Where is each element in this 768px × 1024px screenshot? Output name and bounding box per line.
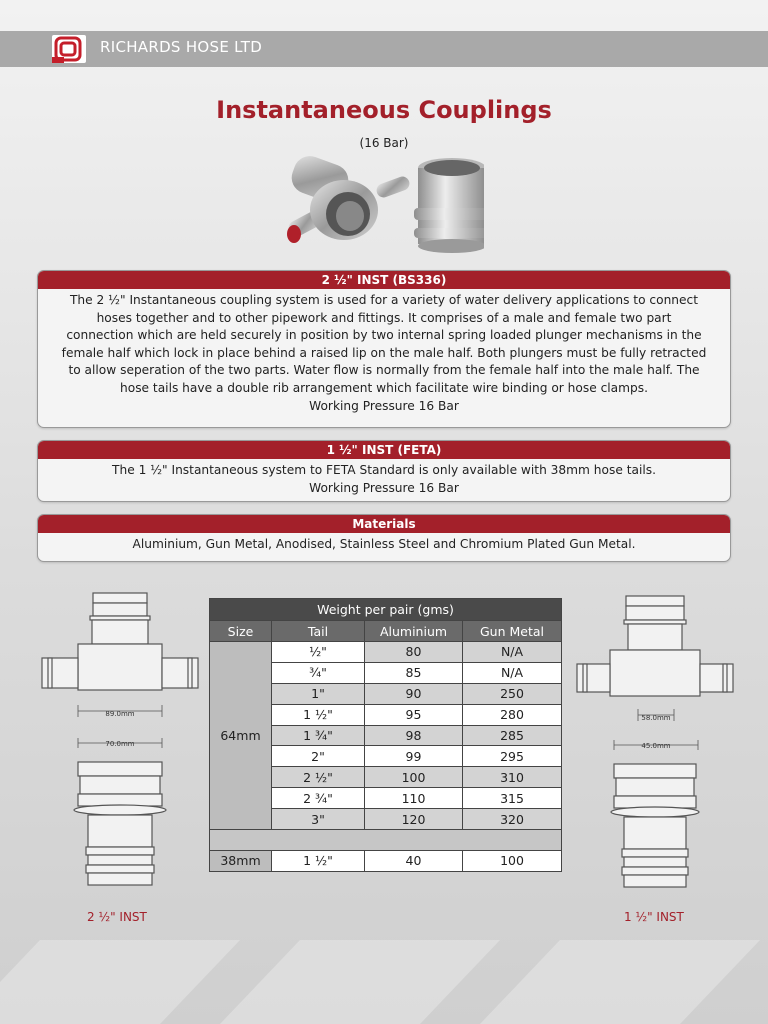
section-body xyxy=(38,533,730,558)
section-title: 2 ½" INST (BS336) xyxy=(38,271,730,289)
page-subtitle: (16 Bar) xyxy=(359,136,409,150)
section-title: 1 ½" INST (FETA) xyxy=(38,441,730,459)
company-logo-icon xyxy=(52,35,86,63)
table-caption: Weight per pair (gms) xyxy=(210,599,562,621)
table-cell: N/A xyxy=(463,662,562,683)
table-cell: ¾" xyxy=(272,662,365,683)
table-cell: 1 ½" xyxy=(272,851,365,872)
table-cell: 320 xyxy=(463,809,562,830)
table-cell: 280 xyxy=(463,704,562,725)
weight-table-wrap xyxy=(209,598,562,872)
section-feta xyxy=(37,440,731,502)
table-cell: 100 xyxy=(463,851,562,872)
table-cell: ½" xyxy=(272,642,365,663)
table-cell: 3" xyxy=(272,809,365,830)
table-cell: 40 xyxy=(365,851,463,872)
table-spacer xyxy=(210,830,562,851)
dimension-label: 45.0mm xyxy=(641,742,671,750)
text-line: female half which lock in place behind a raised lip on the male half. Both plungers must be fully retracted xyxy=(61,345,707,360)
table-cell: 110 xyxy=(365,788,463,809)
text-line: hoses together and to other pipework and fittings. It comprises of a male and female two part xyxy=(96,310,672,325)
table-cell: 100 xyxy=(365,767,463,788)
drawing-2-5-inst xyxy=(38,588,202,890)
table-cell: 120 xyxy=(365,809,463,830)
text-line: to allow seperation of the two parts. Water flow is normally from the female half into the male half. The xyxy=(68,363,700,378)
table-cell: 1 ¾" xyxy=(272,725,365,746)
size-cell: 64mm xyxy=(210,642,272,830)
table-cell: 85 xyxy=(365,662,463,683)
text-line: Working Pressure 16 Bar xyxy=(309,480,459,495)
text-line: The 1 ½" Instantaneous system to FETA Standard is only available with 38mm hose tails. xyxy=(112,463,656,477)
coupling-photo xyxy=(284,154,484,254)
dimension-label: 89.0mm xyxy=(105,710,135,718)
table-cell: 315 xyxy=(463,788,562,809)
section-materials xyxy=(37,514,731,562)
column-header: Tail xyxy=(272,621,365,642)
section-body xyxy=(38,289,730,419)
text-line: Working Pressure 16 Bar xyxy=(309,398,459,413)
text-line: Aluminium, Gun Metal, Anodised, Stainless Steel and Chromium Plated Gun Metal. xyxy=(132,537,636,551)
table-cell: 250 xyxy=(463,683,562,704)
company-name: RICHARDS HOSE LTD xyxy=(100,38,263,56)
size-cell: 38mm xyxy=(210,851,272,872)
table-cell: 90 xyxy=(365,683,463,704)
text-line: hose tails have a double rib arrangement which facilitate wire binding or hose clamps. xyxy=(120,380,648,395)
table-cell: 99 xyxy=(365,746,463,767)
table-cell: 98 xyxy=(365,725,463,746)
text-line: The 2 ½" Instantaneous coupling system is used for a variety of water delivery applications to connect xyxy=(69,293,699,307)
page-title: Instantaneous Couplings xyxy=(216,96,552,124)
table-cell: 310 xyxy=(463,767,562,788)
dimension-label: 58.0mm xyxy=(641,714,671,722)
table-cell: 95 xyxy=(365,704,463,725)
table-cell: 295 xyxy=(463,746,562,767)
table-cell: 1 ½" xyxy=(272,704,365,725)
column-header: Aluminium xyxy=(365,621,463,642)
table-cell: 2 ¾" xyxy=(272,788,365,809)
table-cell: 2 ½" xyxy=(272,767,365,788)
section-bs336 xyxy=(37,270,731,428)
table-cell: 285 xyxy=(463,725,562,746)
table-cell: N/A xyxy=(463,642,562,663)
section-title: Materials xyxy=(38,515,730,533)
section-body xyxy=(38,459,730,501)
column-header: Gun Metal xyxy=(463,621,562,642)
dimension-label: 70.0mm xyxy=(105,740,135,748)
table-cell: 80 xyxy=(365,642,463,663)
drawing-caption: 2 ½" INST xyxy=(87,910,147,924)
weight-table xyxy=(209,598,562,872)
table-cell: 2" xyxy=(272,746,365,767)
drawing-1-5-inst xyxy=(574,592,738,892)
table-cell: 1" xyxy=(272,683,365,704)
decorative-stripes xyxy=(0,940,768,1024)
column-header: Size xyxy=(210,621,272,642)
drawing-caption: 1 ½" INST xyxy=(624,910,684,924)
text-line: connection which are held securely in position by two internal spring loaded plunger mechanisms in the xyxy=(66,328,702,343)
